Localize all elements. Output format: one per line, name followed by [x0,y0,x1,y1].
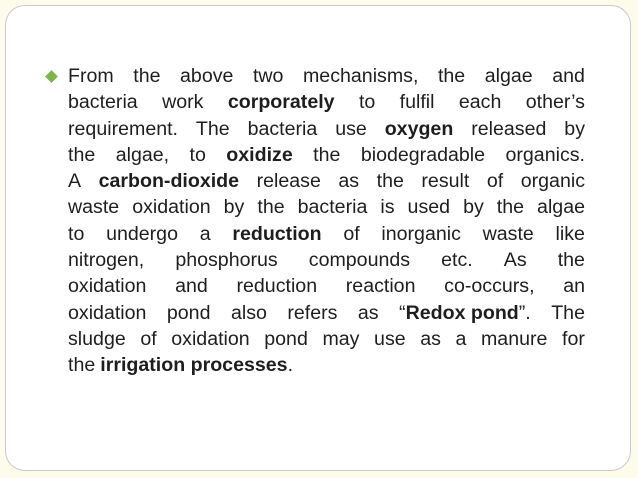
paragraph-word: bacteria [247,117,318,140]
paragraph-word: The [195,117,230,140]
paragraph-word: other’s [525,91,585,114]
paragraph-line [68,168,585,194]
paragraph-word: From [68,65,114,87]
paragraph-word: phosphorus [175,249,278,272]
paragraph-word: is [380,196,395,219]
paragraph-word: by [564,117,585,140]
paragraph-word: release [256,170,321,193]
paragraph-word: biodegradable [360,143,486,166]
paragraph-word: undergo [106,222,178,245]
paragraph-line [68,89,585,115]
paragraph-word: the [376,170,404,193]
paragraph-word: corporately [227,91,335,114]
paragraph-line [68,273,585,299]
paragraph-line [68,221,585,247]
paragraph-word: an [563,275,585,298]
paragraph-word: of [343,222,360,245]
paragraph-word: reduction [236,275,318,298]
paragraph-word: use [335,117,367,140]
paragraph-word: work [162,91,204,114]
paragraph-word: to [68,222,85,245]
paragraph-line [68,247,585,273]
paragraph-word: the [257,196,285,219]
paragraph-word: by [463,196,484,219]
paragraph-word: the [557,249,585,272]
paragraph-word: A [68,170,82,193]
paragraph-word: mechanisms, [302,65,419,87]
paragraph-word: a [455,327,467,350]
paragraph-word: a [199,222,211,245]
paragraph-word: algae [537,196,585,219]
paragraph-word: oxidation [132,196,211,219]
paragraph-line [68,326,585,352]
paragraph-word: carbon-dioxide [98,170,240,193]
paragraph-word: waste [482,222,534,245]
paragraph-word: requirement. [68,117,178,140]
paragraph-word: to [189,143,206,166]
paragraph-word: of [140,327,157,350]
paragraph-word: sludge [68,327,126,350]
paragraph-word: and [175,275,208,298]
paragraph-word: manure [480,327,548,350]
paragraph-line [68,142,585,168]
paragraph-word: nitrogen, [68,249,145,272]
paragraph-word: as [338,170,360,193]
paragraph-word: used [407,196,451,219]
paragraph-word: may [322,327,360,350]
paragraph-word: oxidation [68,275,147,298]
paragraph-word: for [562,327,585,350]
paragraph-word: reaction [345,275,416,298]
paragraph-word: reduction [232,222,322,245]
paragraph-word: oxidize [226,143,293,166]
paragraph-word: irrigation processes. [100,354,294,377]
paragraph-word: “Redox pond”. [399,301,531,324]
paragraph-word: organic [520,170,585,193]
paragraph-word: oxidation [171,327,250,350]
paragraph-word: the [313,143,341,166]
paragraph-line [68,116,585,142]
paragraph-word: the [496,196,525,219]
paragraph-line [68,352,585,378]
paragraph-word: bacteria [297,196,368,219]
paragraph-word: to [358,91,376,114]
paragraph-word: pond [264,327,308,350]
bullet-paragraph [68,63,585,379]
paragraph-word: organics. [505,143,585,166]
paragraph-word: of [486,170,504,193]
paragraph-word: pond [166,301,211,324]
paragraph-word: each [458,91,502,114]
paragraph-word: etc. [441,249,473,272]
paragraph-word: waste [68,196,120,219]
paragraph-word: as [420,327,441,350]
paragraph-word: As [503,249,527,272]
paragraph-word: algae [484,65,533,87]
paragraph-word: oxidation [68,301,147,324]
paragraph-word: oxygen [384,117,454,140]
paragraph-word: The [551,301,585,324]
paragraph-word: refers [287,301,338,324]
paragraph-word: the [133,65,161,87]
paragraph-word: fulfil [399,91,435,114]
paragraph-line [68,194,585,220]
paragraph-word: two [252,65,284,87]
paragraph-word: above [180,65,234,87]
paragraph-word: as [357,301,379,324]
paragraph-word: use [374,327,406,350]
paragraph-word: the [68,143,96,166]
paragraph-word: and [552,65,585,87]
paragraph-word: also [230,301,267,324]
paragraph-word: the [68,354,96,377]
paragraph-word: bacteria [68,91,138,114]
paragraph-word: co-occurs, [444,275,535,298]
paragraph-line [68,63,585,89]
paragraph-word: like [555,222,585,245]
paragraph-word: result [421,170,470,193]
paragraph-word: compounds [308,249,411,272]
paragraph-word: by [223,196,245,219]
paragraph-line [68,300,585,326]
paragraph-word: released [471,117,547,140]
paragraph-word: the [437,65,466,87]
paragraph-word: algae, [115,143,170,166]
paragraph-word: inorganic [381,222,461,245]
